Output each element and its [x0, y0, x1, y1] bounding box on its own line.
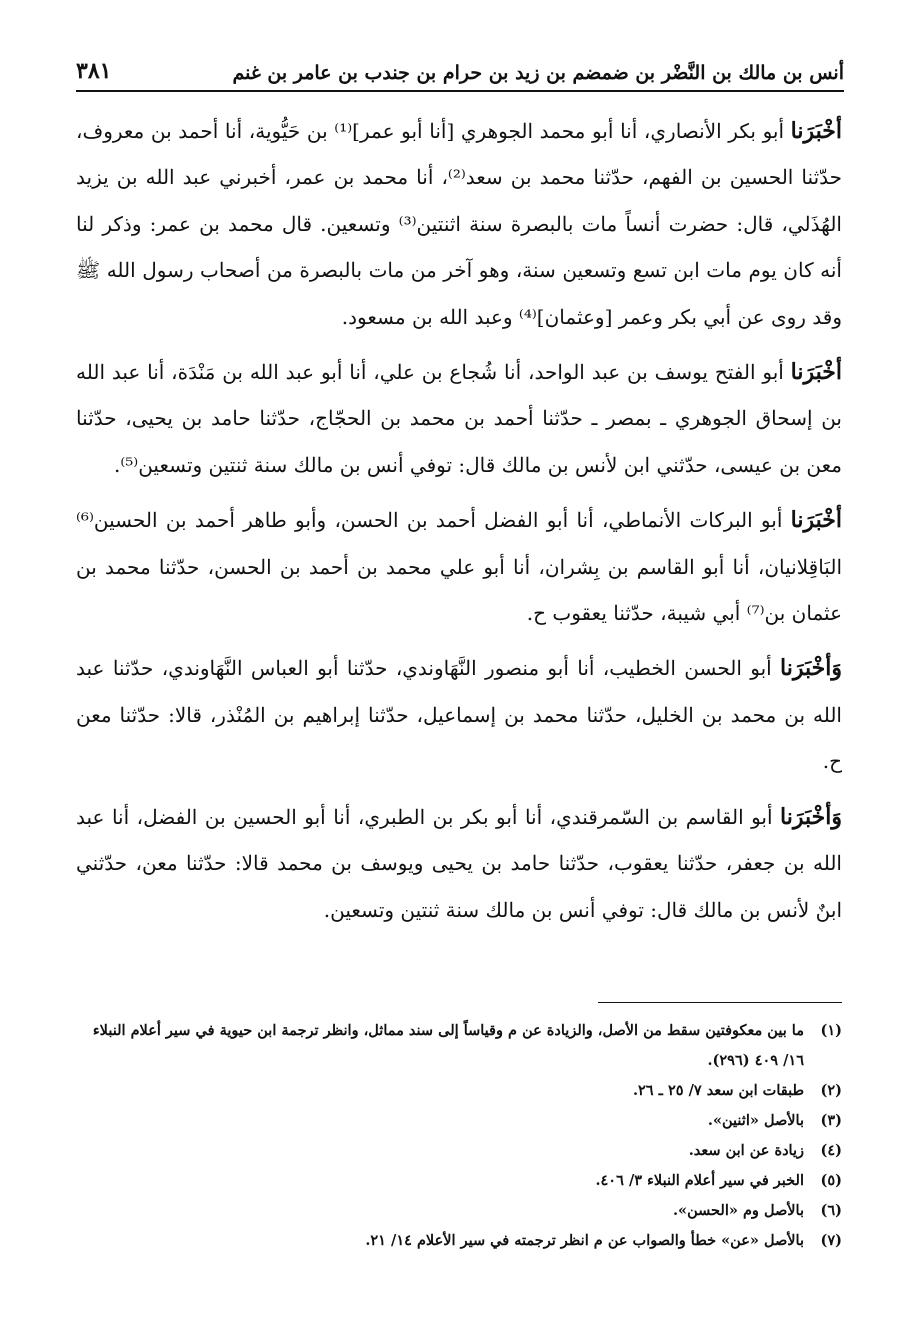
- footnote-2: [76, 1076, 842, 1106]
- footnote-number: (٥): [820, 1172, 842, 1189]
- footnote-number: (٣): [820, 1112, 842, 1129]
- footnote-text: زيادة عن ابن سعد.: [688, 1142, 804, 1159]
- footnote-text: بالأصل «عن» خطأ والصواب عن م انظر ترجمته في سير الأعلام ١٤/ ٢١.: [365, 1232, 804, 1249]
- footnote-5: [76, 1166, 842, 1196]
- footnote-separator: [598, 1002, 842, 1003]
- paragraph-text: أبو القاسم بن السّمرقندي، أنا أبو بكر بن الطبري، أنا أبو الحسين بن الفضل، أنا عبد الله بن جعفر، حدّثنا يعقوب، حدّثنا حامد بن يحيى ويوسف بن محمد قالا: حدّثنا معن، حدّثني ابنٌ لأنس بن مالك قال: توفي أنس بن مالك سنة ثنتين وتسعين.: [76, 804, 842, 922]
- footnote-text: ما بين معكوفتين سقط من الأصل، والزيادة عن م وقياساً إلى سند مماثل، وانظر ترجمة ابن حيوية في سير أعلام النبلاء ١٦/ ٤٠٩ (٢٩٦).: [92, 1022, 804, 1069]
- footnote-number: (٤): [820, 1142, 842, 1159]
- paragraph-lead: أخْبَرَنا: [790, 118, 842, 144]
- footnote-number: (٧): [820, 1232, 842, 1249]
- paragraph-1: [76, 108, 842, 340]
- footnote-3: [76, 1106, 842, 1136]
- footnote-1: [76, 1016, 842, 1076]
- paragraph-3: [76, 497, 842, 636]
- footnote-number: (١): [820, 1022, 842, 1039]
- paragraph-lead: أخْبَرَنا: [790, 359, 842, 386]
- paragraph-text: أبو الفتح يوسف بن عبد الواحد، أنا شُجاع بن علي، أنا أبو عبد الله بن مَنْدَة، أنا عبد الله بن إسحاق الجوهري ـ بمصر ـ حدّثنا أحمد بن محمد بن الحجّاج، حدّثنا حامد بن يحيى، حدّثنا معن بن عيسى، حدّثني ابن لأنس بن مالك قال: توفي أنس بن مالك سنة ثنتين وتسعين⁽⁵⁾.: [76, 360, 842, 477]
- paragraph-text: أبو الحسن الخطيب، أنا أبو منصور النَّهَاوندي، حدّثنا أبو العباس النَّهَاوندي، حدّثنا عبد الله بن محمد بن الخليل، حدّثنا محمد بن إسماعيل، حدّثنا إبراهيم بن المُنْذر، قالا: حدّثنا معن ح.: [76, 656, 842, 774]
- paragraph-2: [76, 349, 842, 488]
- footnote-text: بالأصل وم «الحسن».: [672, 1202, 804, 1219]
- paragraph-5: [76, 794, 842, 933]
- running-header: [76, 52, 844, 92]
- footnote-text: بالأصل «اثنين».: [707, 1112, 804, 1129]
- page-number: ٣٨١: [76, 58, 112, 84]
- footnote-text: طبقات ابن سعد ٧/ ٢٥ ـ ٢٦.: [632, 1082, 804, 1099]
- footnote-number: (٦): [820, 1202, 842, 1219]
- header-title: أنس بن مالك بن النَّضْر بن ضمضم بن زيد بن حرام بن جندب بن عامر بن غنم: [232, 62, 844, 84]
- footnote-7: [76, 1226, 842, 1256]
- footnote-text: الخبر في سير أعلام النبلاء ٣/ ٤٠٦.: [595, 1172, 804, 1189]
- footnotes: [76, 1016, 842, 1256]
- main-text: [76, 108, 842, 942]
- paragraph-text: أبو البركات الأنماطي، أنا أبو الفضل أحمد بن الحسن، وأبو طاهر أحمد بن الحسين⁽⁶⁾ البَاقِلانيان، أنا أبو القاسم بن بِشران، أنا أبو علي محمد بن أحمد بن الحسن، حدّثنا محمد بن عثمان بن⁽⁷⁾ أبي شيبة، حدّثنا يعقوب ح.: [76, 508, 842, 626]
- footnote-number: (٢): [820, 1082, 842, 1099]
- paragraph-lead: وَأخْبَرَنا: [780, 655, 842, 682]
- paragraph-lead: وَأخْبَرَنا: [780, 803, 842, 830]
- paragraph-lead: أخْبَرَنا: [790, 507, 842, 534]
- footnote-6: [76, 1196, 842, 1226]
- footnote-4: [76, 1136, 842, 1166]
- paragraph-text: أبو بكر الأنصاري، أنا أبو محمد الجوهري [أنا أبو عمر]⁽¹⁾ بن حَيُّوية، أنا أحمد بن معروف، حدّثنا الحسين بن الفهم، حدّثنا محمد بن سعد⁽²⁾، أنا محمد بن عمر، أخبرني عبد الله بن يزيد الهُذَلي، قال: حضرت أنساً مات بالبصرة سنة اثنتين⁽³⁾ وتسعين. قال محمد بن عمر: وذكر لنا أنه كان يوم مات ابن تسع وتسعين سنة، وهو آخر من مات بالبصرة من أصحاب رسول الله ﷺ وقد روى عن أبي بكر وعمر [وعثمان]⁽⁴⁾ وعبد الله بن مسعود.: [76, 119, 842, 329]
- paragraph-4: [76, 645, 842, 784]
